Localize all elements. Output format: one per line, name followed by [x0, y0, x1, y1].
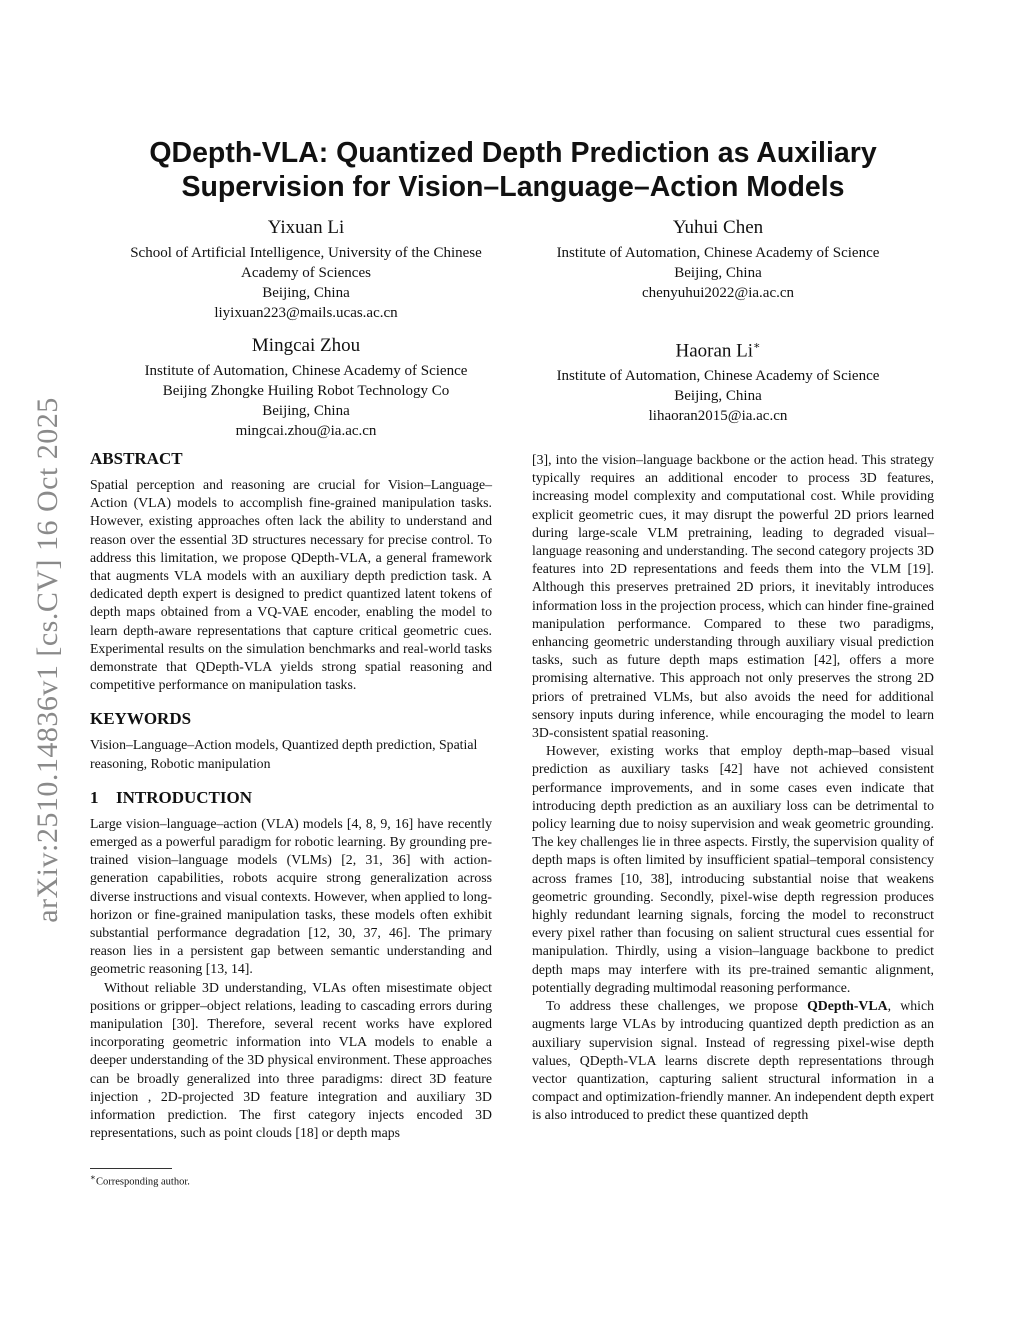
footnote: [90, 1172, 190, 1188]
introduction-heading: [90, 787, 492, 809]
author-affiliation: Academy of Sciences: [241, 265, 371, 281]
intro-paragraph-4: [532, 997, 934, 1124]
intro-paragraph-4-body: , which augments large VLAs by introducing quantized depth prediction as an auxiliary supervision signal. Instead of regressing pixel-wise depth values, QDepth-VLA learns discrete depth representations through vector quantization, capturing salient structural information in a compact and optimization-friendly manner. An independent depth expert is also introduced to predict these quantized depth: [532, 998, 934, 1123]
author-affiliation: Institute of Automation, Chinese Academy of Science: [556, 368, 880, 385]
author-affiliation: Institute of Automation, Chinese Academy of Science: [556, 245, 880, 261]
author-affiliation: Beijing, China: [262, 403, 350, 419]
author-block-3: [90, 334, 522, 441]
paper-title-line-1: QDepth-VLA: Quantized Depth Prediction as Auxiliary: [149, 137, 877, 169]
method-name-emphasis: QDepth-VLA: [807, 998, 888, 1014]
intro-paragraph-2-continued: [3], into the vision–language backbone or the action head. This strategy typically requires an additional encoder to process 3D features, increasing model complexity and computational cost. While providing explicit geometric cues, it may disrupt the powerful 2D priors learned during large-scale VLM pretraining, leading to degraded visual–language reasoning and understanding. The second category projects 3D features into 2D representations and feeds them into the VLM [19]. Although this preserves pretrained 2D priors, it inevitably introduces information loss in the projection process, which can hinder fine-grained manipulation performance. Compared to these two paradigms, enhancing geometric understanding through auxiliary visual prediction tasks, such as future depth maps estimation [42], offers a more promising alternative. This approach not only preserves the strong 2D priors of pretrained VLMs, but also avoids the need for additional sensory inputs during inference, while encouraging the model to learn 3D-consistent spatial reasoning.: [532, 452, 934, 741]
abstract-heading: ABSTRACT: [90, 449, 183, 468]
arxiv-identifier-stamp: arXiv:2510.14836v1 [cs.CV] 16 Oct 2025: [31, 397, 64, 923]
author-affiliation: Beijing, China: [262, 285, 350, 301]
author-affiliation: Beijing, China: [674, 265, 762, 281]
author-block-1: [90, 216, 522, 323]
intro-paragraph-1: Large vision–language–action (VLA) models [4, 8, 9, 16] have recently emerged as a powerful paradigm for robotic learning. By grounding pre-trained vision–language models (VLMs) [2, 31, 36] with action-generation capabilities, robots acquire strong generalization across diverse instructions and visual contexts. However, when applied to long-horizon or fine-grained manipulation tasks, these models often exhibit substantial performance degradation [12, 30, 37, 46]. The primary reason lies in a persistent gap between semantic understanding and geometric reasoning [13, 14].: [90, 815, 492, 977]
author-block-4: [520, 334, 916, 426]
author-email: mingcai.zhou@ia.ac.cn: [235, 423, 377, 439]
author-affiliation: School of Artificial Intelligence, University of the Chinese: [130, 245, 482, 261]
section-number: 1: [90, 787, 99, 807]
keywords-heading: KEYWORDS: [90, 709, 192, 729]
intro-paragraph-2: Without reliable 3D understanding, VLAs often misestimate object positions or gripper–object relations, leading to cascading errors during manipulation [30]. Therefore, several recent works have explored incorporating geometric information into VLA models to enable a deeper understanding of the 3D physical environment. These approaches can be broadly generalized into three paradigms: direct 3D feature injection , 2D-projected 3D feature integration and auxiliary 3D information prediction. The first category injects encoded 3D representations, such as point clouds [18] or depth maps: [90, 979, 492, 1141]
paper-title-line-2: Supervision for Vision–Language–Action Models: [181, 171, 845, 203]
author-name: Yuhui Chen: [672, 217, 764, 238]
author-email: chenyuhui2022@ia.ac.cn: [641, 285, 795, 301]
footnote-text: Corresponding author.: [95, 1176, 190, 1188]
paper-title: [90, 136, 936, 204]
author-email: liyixuan223@mails.ucas.ac.cn: [214, 305, 398, 321]
author-name-text: Haoran Li: [675, 340, 754, 362]
corresponding-author-mark: ∗: [753, 340, 761, 352]
author-affiliation: Beijing, China: [674, 388, 762, 405]
footnote-divider: [90, 1168, 172, 1169]
right-column: [532, 451, 934, 1125]
author-affiliation: Institute of Automation, Chinese Academy of Science: [144, 363, 468, 379]
author-name: [520, 334, 916, 363]
author-name: Mingcai Zhou: [251, 335, 361, 356]
left-column: [90, 448, 492, 1143]
author-name: Yixuan Li: [267, 217, 345, 238]
keywords-text: Vision–Language–Action models, Quantized depth prediction, Spatial reasoning, Robotic manipulation: [90, 737, 478, 771]
abstract-text: Spatial perception and reasoning are crucial for Vision–Language–Action (VLA) models to accomplish fine-grained manipulation tasks. However, existing approaches often lack the ability to understand and reason over the essential 3D structures necessary for precise control. To address this limitation, we propose QDepth-VLA, a general framework that augments VLA models with an auxiliary depth prediction task. A dedicated depth expert is designed to predict quantized latent tokens of depth maps obtained from a VQ-VAE encoder, enabling the model to learn depth-aware representations that capture critical geometric cues. Experimental results on the simulation benchmarks and real-world tasks demonstrate that QDepth-VLA yields strong spatial reasoning and competitive performance on manipulation tasks.: [90, 477, 492, 693]
author-email: lihaoran2015@ia.ac.cn: [648, 408, 788, 425]
author-affiliation: Beijing Zhongke Huiling Robot Technology Co: [162, 383, 450, 399]
intro-paragraph-3: However, existing works that employ depth-map–based visual prediction as auxiliary tasks [42] have not achieved consistent performance improvements, and in some cases even indicate that introducing depth prediction as an auxiliary loss can be detrimental to policy learning due to noisy supervision and weak geometric grounding. The key challenges lie in three aspects. Firstly, the supervision quality of depth maps is often limited by insufficient spatial–temporal consistency across frames [10, 38], introducing substantial noise that weakens geometric grounding. Secondly, pixel-wise depth regression produces highly redundant learning signals, forcing the model to reconstruct every pixel rather than focusing on salient structural cues essential for manipulation. Thirdly, using a vision–language backbone to predict depth maps may interfere with its pre-trained semantic alignment, potentially degrading multimodal reasoning performance.: [532, 743, 934, 995]
footnote-mark: ∗: [90, 1172, 96, 1182]
author-block-2: [520, 216, 916, 303]
section-title: INTRODUCTION: [116, 787, 253, 807]
intro-paragraph-4-lead: To address these challenges, we propose: [546, 998, 808, 1014]
